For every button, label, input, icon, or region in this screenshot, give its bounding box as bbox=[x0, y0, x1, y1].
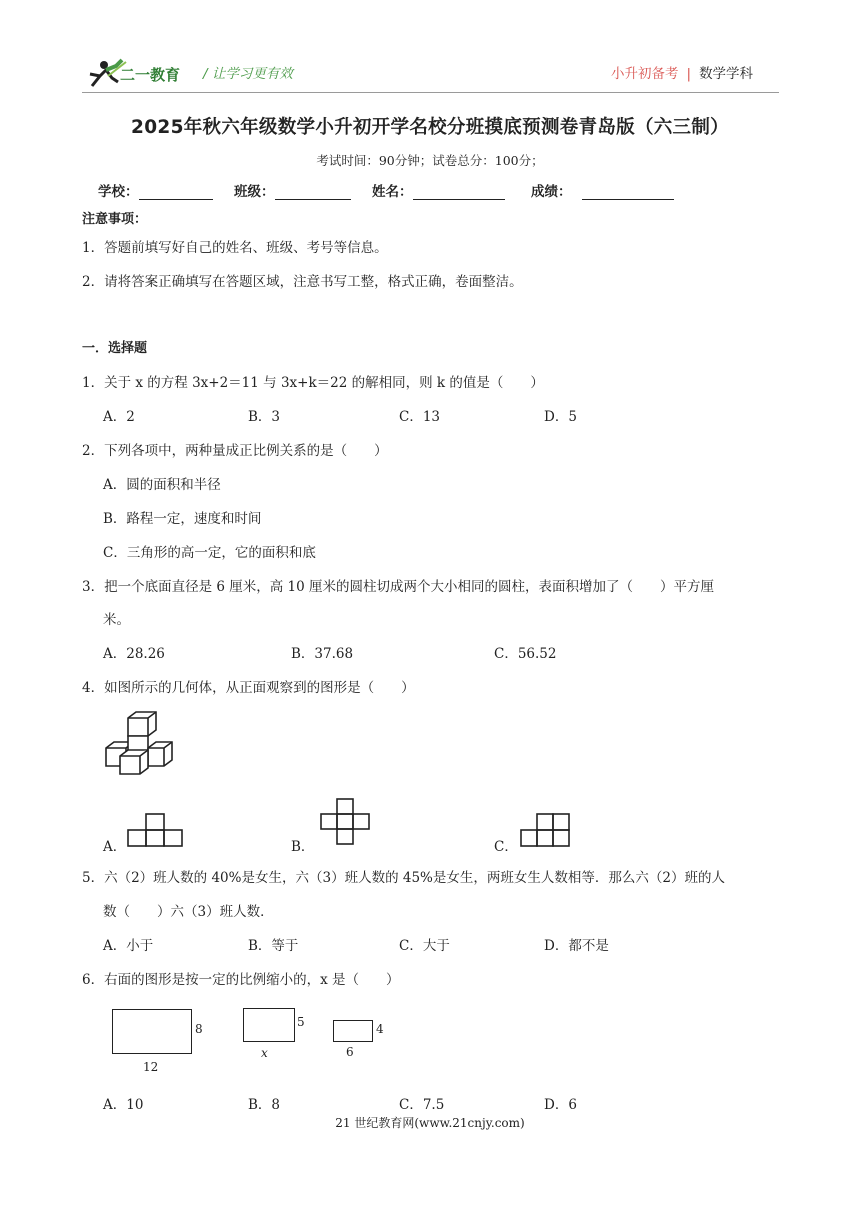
header-divider bbox=[82, 92, 779, 93]
q3-option-a[interactable]: A．28.26 bbox=[103, 646, 165, 662]
q4-option-a-figure bbox=[126, 812, 184, 848]
q6-option-b[interactable]: B．8 bbox=[248, 1097, 281, 1113]
question-3-cont: 米。 bbox=[103, 612, 130, 628]
q1-option-d[interactable]: D．5 bbox=[544, 409, 577, 425]
q5-option-a[interactable]: A．小于 bbox=[103, 938, 154, 954]
rect-label: 5 bbox=[297, 1015, 305, 1029]
q1-option-a[interactable]: A．2 bbox=[103, 409, 135, 425]
rectangle-medium bbox=[243, 1008, 295, 1042]
rect-label: 6 bbox=[346, 1045, 354, 1059]
q6-option-d[interactable]: D．6 bbox=[544, 1097, 577, 1113]
question-5: 5．六（2）班人数的 40%是女生，六（3）班人数的 45%是女生，两班女生人数相等．那么六（2）班的人 bbox=[82, 870, 725, 886]
q4-option-a[interactable]: A． bbox=[103, 839, 127, 855]
q2-option-a[interactable]: A．圆的面积和半径 bbox=[103, 477, 221, 493]
question-3: 3．把一个底面直径是 6 厘米，高 10 厘米的圆柱切成两个大小相同的圆柱，表面积增加了（ ）平方厘 bbox=[82, 579, 715, 595]
page-footer: 21 世纪教育网(www.21cnjy.com) bbox=[335, 1116, 525, 1130]
rect-label: 4 bbox=[376, 1022, 384, 1036]
question-5-cont: 数（ ）六（3）班人数． bbox=[103, 904, 274, 920]
q4-option-b[interactable]: B． bbox=[291, 839, 315, 855]
section-heading: 一．选择题 bbox=[82, 341, 148, 356]
score-field[interactable]: 成绩： bbox=[531, 180, 674, 200]
q6-option-a[interactable]: A．10 bbox=[103, 1097, 144, 1113]
school-field[interactable]: 学校： bbox=[98, 180, 213, 200]
header-subject bbox=[611, 62, 753, 82]
q1-option-b[interactable]: B．3 bbox=[248, 409, 281, 425]
question-6: 6．右面的图形是按一定的比例缩小的，x 是（ ） bbox=[82, 972, 400, 988]
page-title: 2025年秋六年级数学小升初开学名校分班摸底预测卷青岛版（六三制） bbox=[131, 117, 729, 138]
header-category: 小升初备考 bbox=[611, 66, 679, 82]
question-2: 2．下列各项中，两种量成正比例关系的是（ ） bbox=[82, 443, 388, 459]
header-separator: | bbox=[686, 66, 692, 82]
q1-option-c[interactable]: C．13 bbox=[399, 409, 441, 425]
cube-stack-figure bbox=[104, 710, 174, 778]
q4-option-b-figure bbox=[320, 798, 372, 848]
rect-label: x bbox=[261, 1046, 268, 1060]
q4-option-c-figure bbox=[520, 812, 572, 848]
rectangle-small bbox=[333, 1020, 373, 1042]
name-field[interactable]: 姓名： bbox=[372, 180, 505, 200]
header-subject-label: 数学学科 bbox=[699, 66, 754, 82]
rectangle-large bbox=[112, 1009, 192, 1054]
notice-item: 1．答题前填写好自己的姓名、班级、考号等信息。 bbox=[82, 240, 388, 256]
notice-heading: 注意事项： bbox=[82, 212, 148, 227]
slogan: / 让学习更有效 bbox=[203, 66, 293, 82]
q3-option-b[interactable]: B．37.68 bbox=[291, 646, 354, 662]
rect-label: 12 bbox=[143, 1060, 159, 1074]
q4-option-c[interactable]: C． bbox=[494, 839, 518, 855]
rect-label: 8 bbox=[195, 1022, 203, 1036]
notice-item: 2．请将答案正确填写在答题区域，注意书写工整，格式正确，卷面整洁。 bbox=[82, 274, 523, 290]
q2-option-c[interactable]: C．三角形的高一定，它的面积和底 bbox=[103, 545, 316, 561]
q6-option-c[interactable]: C．7.5 bbox=[399, 1097, 445, 1113]
q5-option-c[interactable]: C．大于 bbox=[399, 938, 450, 954]
question-1: 1．关于 x 的方程 3x+2＝11 与 3x+k＝22 的解相同，则 k 的值是（ ） bbox=[82, 375, 544, 391]
q5-option-d[interactable]: D．都不是 bbox=[544, 938, 609, 954]
logo bbox=[82, 56, 192, 92]
exam-info: 考试时间：90分钟；试卷总分：100分； bbox=[316, 153, 544, 168]
q2-option-b[interactable]: B．路程一定，速度和时间 bbox=[103, 511, 262, 527]
logo-text: 二一教育 bbox=[120, 66, 181, 84]
q3-option-c[interactable]: C．56.52 bbox=[494, 646, 557, 662]
q5-option-b[interactable]: B．等于 bbox=[248, 938, 299, 954]
question-4: 4．如图所示的几何体，从正面观察到的图形是（ ） bbox=[82, 680, 415, 696]
class-field[interactable]: 班级： bbox=[234, 180, 351, 200]
